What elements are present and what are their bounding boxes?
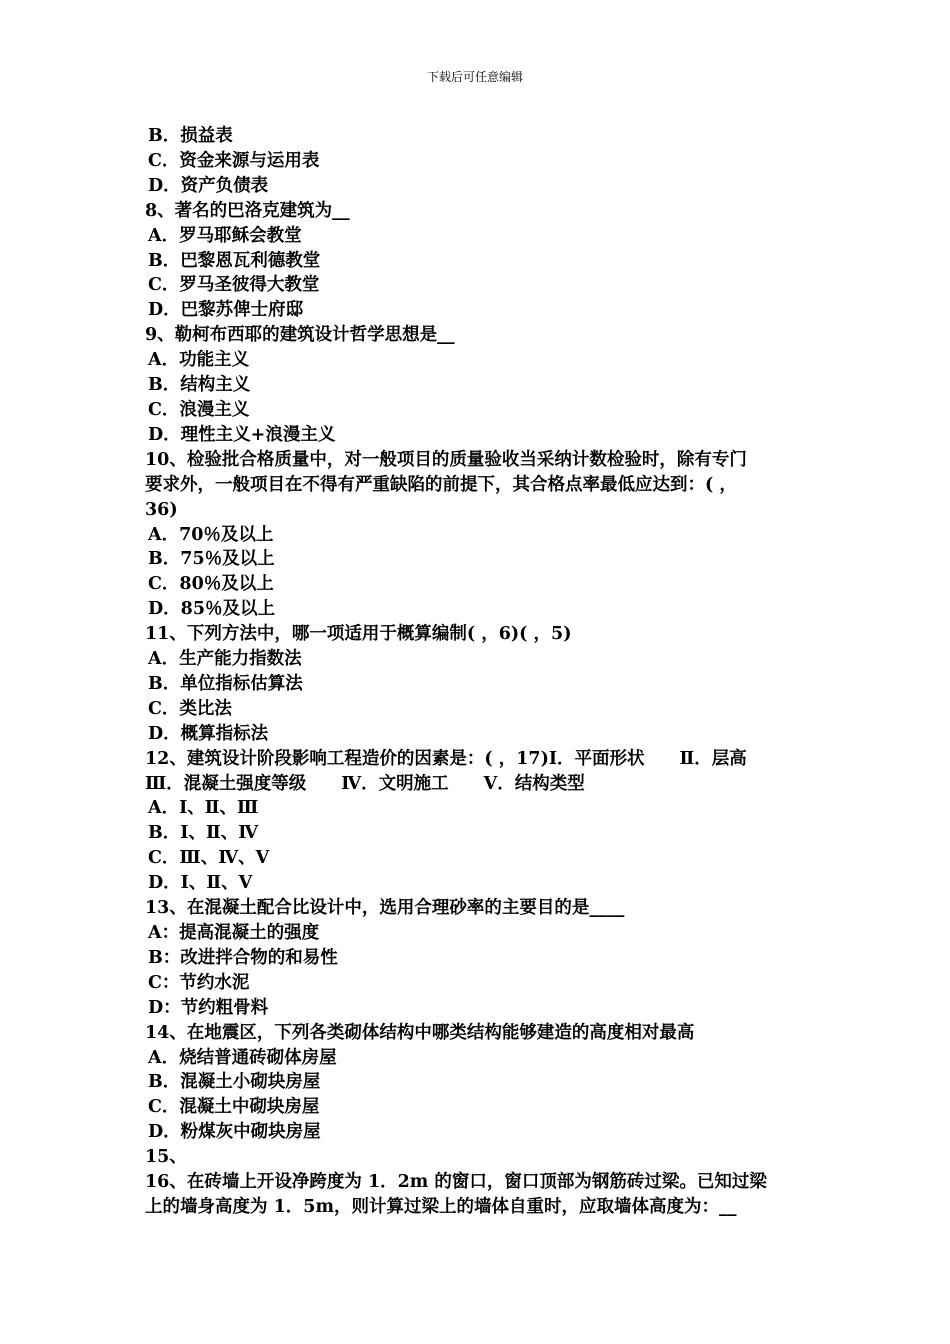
question-text: 15、 — [145, 1147, 187, 1168]
question-text: 13、在混凝土配合比设计中，选用合理砂率的主要目的是____ — [145, 898, 625, 919]
answer-option: D．资产负债表 — [148, 175, 269, 196]
answer-option: A．生产能力指数法 — [148, 649, 302, 670]
page-header: 下载后可任意编辑 — [426, 70, 523, 84]
answer-option: D：节约粗骨料 — [148, 997, 269, 1018]
answer-option: C．浪漫主义 — [148, 399, 250, 420]
answer-option: B：改进拌合物的和易性 — [148, 947, 338, 968]
answer-option: A．罗马耶稣会教堂 — [148, 225, 302, 246]
document-body — [145, 124, 815, 1220]
answer-option: D．Ⅰ、Ⅱ、Ⅴ — [148, 873, 253, 894]
question-text: 8、著名的巴洛克建筑为__ — [145, 200, 350, 221]
question-text: 14、在地震区，下列各类砌体结构中哪类结构能够建造的高度相对最高 — [145, 1022, 695, 1043]
answer-option: C．类比法 — [148, 698, 232, 719]
answer-option: A．Ⅰ、Ⅱ、Ⅲ — [148, 798, 259, 819]
question-text: Ⅲ．混凝土强度等级 Ⅳ．文明施工 Ⅴ．结构类型 — [145, 773, 585, 794]
answer-option: D．粉煤灰中砌块房屋 — [148, 1122, 321, 1143]
question-text: 12、建筑设计阶段影响工程造价的因素是：( ，17)Ⅰ．平面形状 Ⅱ．层高 — [145, 748, 747, 769]
question-text: 10、检验批合格质量中，对一般项目的质量验收当采纳计数检验时，除有专门 — [145, 449, 747, 470]
answer-option: B．混凝土小砌块房屋 — [148, 1072, 321, 1093]
answer-option: D．理性主义+浪漫主义 — [148, 424, 336, 445]
answer-option: B．单位指标估算法 — [148, 673, 303, 694]
answer-option: C：节约水泥 — [148, 972, 250, 993]
answer-option: B．损益表 — [148, 126, 233, 146]
answer-option: C．Ⅲ、Ⅳ、Ⅴ — [148, 848, 270, 869]
answer-option: A：提高混凝土的强度 — [148, 923, 320, 943]
answer-option: D．巴黎苏俾士府邸 — [148, 300, 304, 321]
answer-option: B．75％及以上 — [148, 549, 275, 570]
answer-option: A．功能主义 — [148, 350, 250, 371]
answer-option: A．70％及以上 — [148, 524, 274, 545]
question-text: 要求外，一般项目在不得有严重缺陷的前提下，其合格点率最低应达到：( ， — [145, 474, 737, 495]
answer-option: B．结构主义 — [148, 375, 251, 396]
answer-option: D．85％及以上 — [148, 599, 276, 620]
answer-option: C．混凝土中砌块房屋 — [148, 1097, 320, 1118]
question-text: 上的墙身高度为 1．5m，则计算过梁上的墙体自重时，应取墙体高度为：__ — [145, 1196, 737, 1217]
question-text: 16、在砖墙上开设净跨度为 1．2m 的窗口，窗口顶部为钢筋砖过梁。已知过梁 — [145, 1172, 767, 1193]
answer-option: B．巴黎恩瓦利德教堂 — [148, 250, 321, 271]
question-text: 36) — [145, 499, 178, 520]
answer-option: C．罗马圣彼得大教堂 — [148, 275, 320, 296]
question-text: 11、下列方法中，哪一项适用于概算编制( ，6)( ，5) — [145, 624, 572, 645]
answer-option: C．80％及以上 — [148, 574, 274, 595]
answer-option: A．烧结普通砖砌体房屋 — [148, 1047, 337, 1068]
answer-option: B．Ⅰ、Ⅱ、Ⅳ — [148, 823, 259, 844]
question-text: 9、勒柯布西耶的建筑设计哲学思想是__ — [145, 325, 455, 346]
answer-option: C．资金来源与运用表 — [148, 150, 320, 171]
answer-option: D．概算指标法 — [148, 723, 269, 744]
